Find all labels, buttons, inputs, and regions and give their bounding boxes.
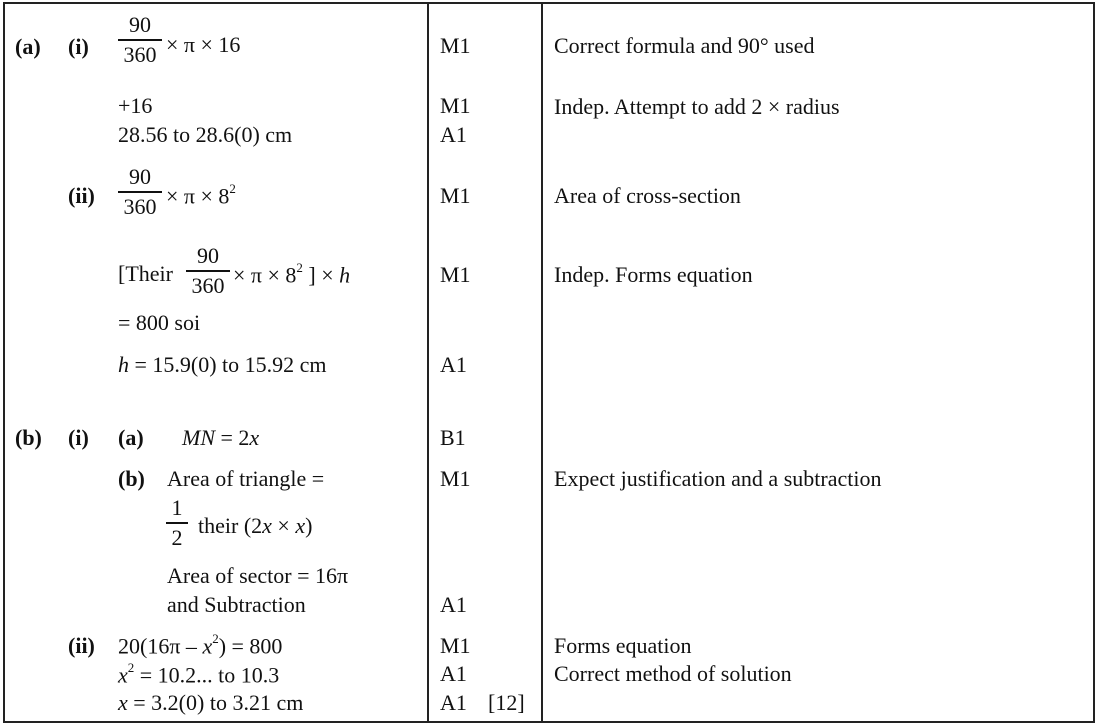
b-i-mark-2: M1: [440, 466, 471, 491]
b-i-a-answer: MN = 2x: [182, 425, 260, 450]
a-ii-expr-rest: × $\pi \times 8^2$: [166, 181, 236, 209]
b-i-b-their: their (2x × x): [198, 513, 313, 538]
a-ii-note-2: Indep. Forms equation: [554, 262, 753, 287]
a-ii-their-open: [Their: [118, 261, 173, 286]
b-ii-note-2: Correct method of solution: [554, 661, 792, 686]
a-ii-their-rest: × $\pi \times 8^2$ ] × h: [233, 260, 351, 288]
a-ii-mark-1: M1: [440, 183, 471, 208]
a-ii-mark-2: M1: [440, 262, 471, 287]
b-ii-mark-3: A1: [440, 690, 467, 715]
part-b-label: (b): [15, 425, 42, 450]
b-i-mark-3: A1: [440, 592, 467, 617]
a-i-note-2: Indep. Attempt to add 2 × radius: [554, 94, 840, 119]
a-i-expr-rest: × π × 16: [166, 32, 241, 57]
b-i-b-half-fraction: 1 2: [166, 497, 188, 549]
b-i-b-text: Area of triangle =: [167, 466, 325, 491]
a-i-line-add: +16: [118, 93, 153, 118]
b-ii-line-3: x = 3.2(0) to 3.21 cm: [118, 690, 304, 715]
part-a-label: (a): [15, 34, 41, 59]
b-ii-mark-2: A1: [440, 661, 467, 686]
a-i-note-1: Correct formula and 90° used: [554, 33, 815, 58]
total-marks: [12]: [488, 690, 525, 715]
part-b-i-b-label: (b): [118, 466, 145, 491]
a-ii-note-1: Area of cross-section: [554, 183, 741, 208]
b-i-mark-1: B1: [440, 425, 466, 450]
a-ii-their-fraction: 90 360: [186, 245, 230, 297]
a-ii-equals-800: = 800 soi: [118, 310, 201, 335]
part-b-ii-label: (ii): [68, 633, 95, 658]
b-i-b-subtraction: and Subtraction: [167, 592, 306, 617]
b-i-b-sector: Area of sector = 16π: [167, 563, 349, 588]
a-i-mark-2: M1: [440, 93, 471, 118]
a-i-mark-1: M1: [440, 33, 471, 58]
a-i-fraction: 90 360: [118, 14, 162, 66]
part-b-i-label: (i): [68, 425, 89, 450]
column-divider-marks: [427, 2, 429, 723]
a-i-mark-3: A1: [440, 122, 467, 147]
b-ii-note-1: Forms equation: [554, 633, 692, 658]
b-ii-mark-1: M1: [440, 633, 471, 658]
a-ii-mark-3: A1: [440, 352, 467, 377]
a-ii-h-answer: h = 15.9(0) to 15.92 cm: [118, 352, 327, 377]
a-i-line-answer: 28.56 to 28.6(0) cm: [118, 122, 293, 147]
part-a-i-label: (i): [68, 34, 89, 59]
a-ii-fraction: 90 360: [118, 166, 162, 218]
b-ii-line-1: $20(16\pi - x^2) = 800$: [118, 631, 283, 659]
column-divider-notes: [541, 2, 543, 723]
b-ii-line-2: $x^2 = 10.2$... to 10.3: [118, 660, 280, 688]
part-b-i-a-label: (a): [118, 425, 144, 450]
b-i-note: Expect justification and a subtraction: [554, 466, 882, 491]
part-a-ii-label: (ii): [68, 183, 95, 208]
